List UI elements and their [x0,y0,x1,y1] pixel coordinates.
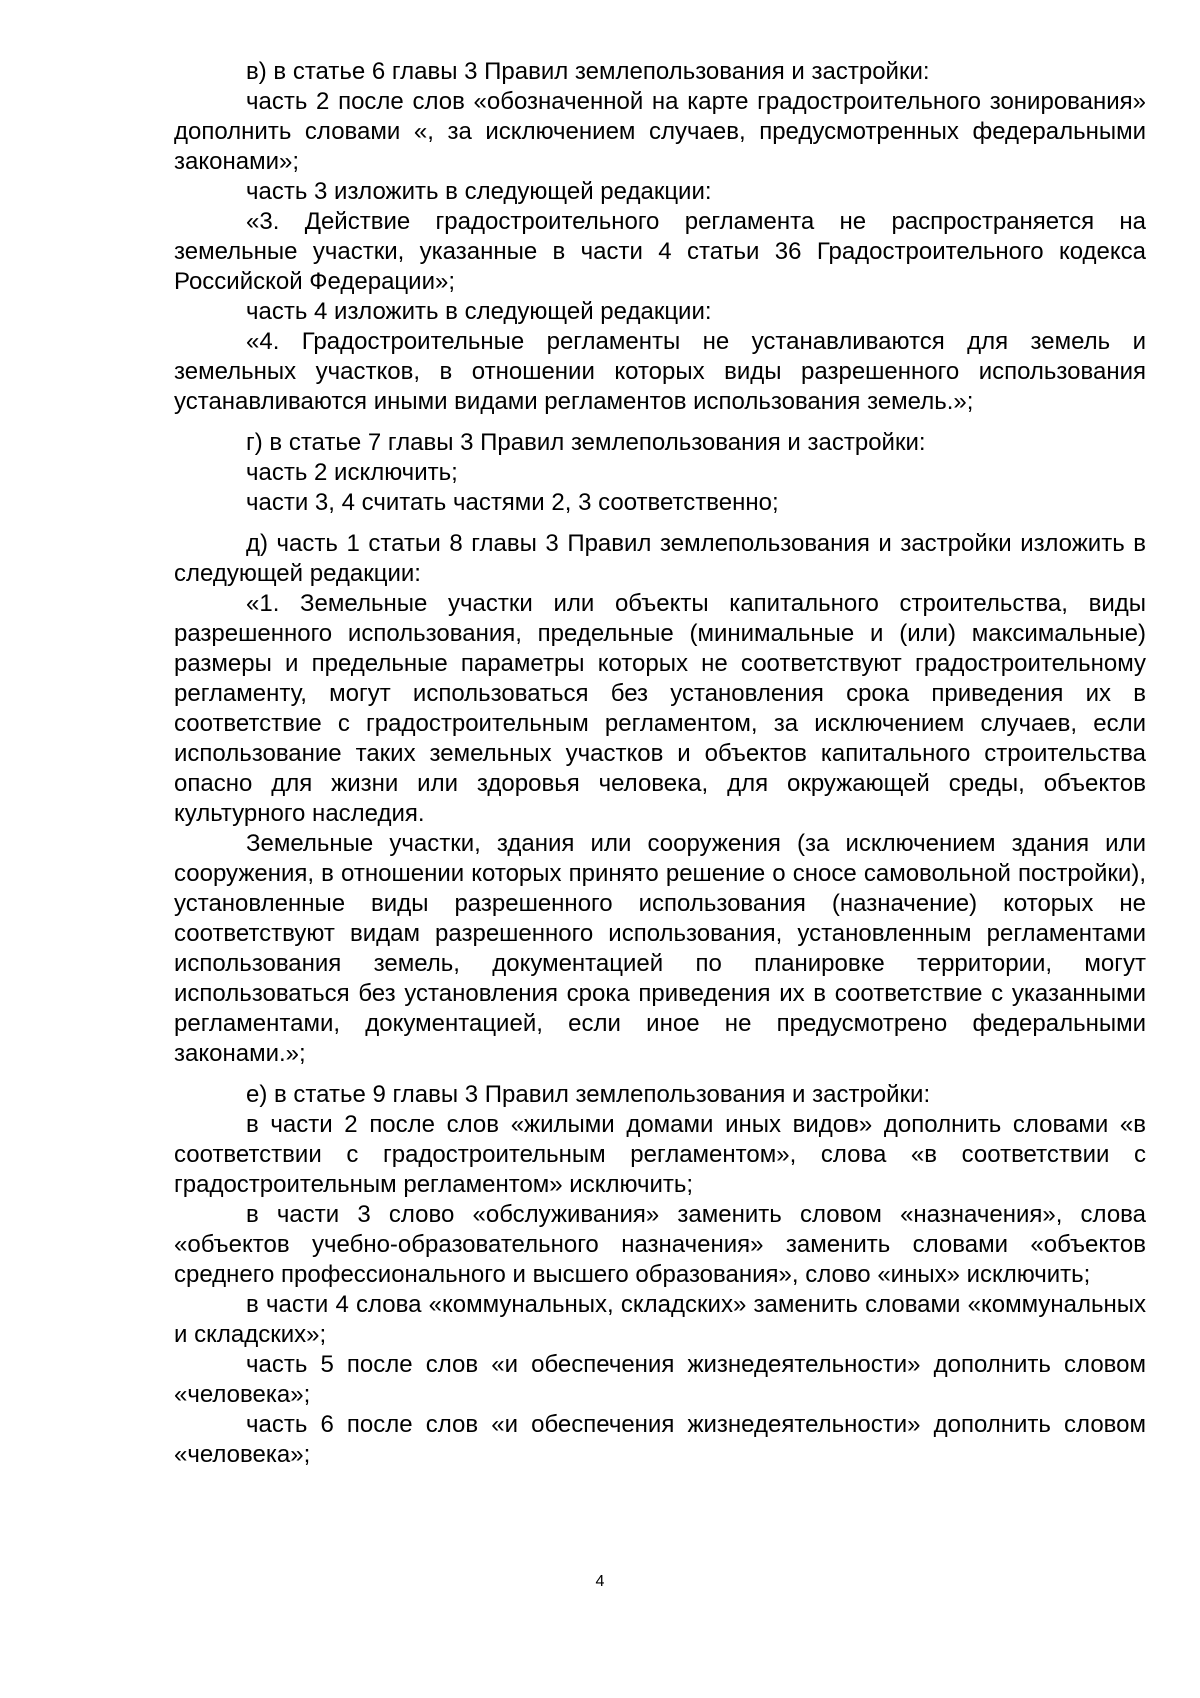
paragraph-article7-renumber: части 3, 4 считать частями 2, 3 соответственно; [246,489,779,516]
paragraph-article9-part6: часть 6 после слов «и обеспечения жизнедеятельности» дополнить словом «человека»; [174,1411,1146,1468]
paragraph-article6-part3-text: «3. Действие градостроительного регламента не распространяется на земельные участки, указанные в части 4 статьи 36 Градостроительного кодекса Российской Федерации»; [174,208,1146,295]
paragraph-article8-heading: д) часть 1 статьи 8 главы 3 Правил землепользования и застройки изложить в следующей редакции: [174,530,1146,587]
paragraph-article7-part2: часть 2 исключить; [246,459,458,486]
paragraph-article8-part1-continued: Земельные участки, здания или сооружения (за исключением здания или сооружения, в отношении которых принято решение о сносе самовольной постройки), установленные виды разрешенного использования (назначение) которых не соответствуют видам разрешенного использования, установленным регламентами использования земель, документацией по планировке территории, могут использоваться без установления срока приведения их в соответствие с указанными регламентами, документацией, если иное не предусмотрено федеральными законами.»; [174,830,1146,1067]
paragraph-article6-part3-intro: часть 3 изложить в следующей редакции: [246,178,712,205]
page-number: 4 [595,1573,605,1590]
paragraph-article7-heading: г) в статье 7 главы 3 Правил землепользования и застройки: [246,429,926,456]
paragraph-article6-heading: в) в статье 6 главы 3 Правил землепользования и застройки: [246,58,930,85]
paragraph-article6-part2: часть 2 после слов «обозначенной на карте градостроительного зонирования» дополнить словами «, за исключением случаев, предусмотренных федеральными законами»; [174,88,1146,175]
paragraph-article9-part3: в части 3 слово «обслуживания» заменить словом «назначения», слова «объектов учебно-образовательного назначения» заменить словами «объектов среднего профессионального и высшего образования», слово «иных» исключить; [174,1201,1146,1288]
paragraph-article9-part2: в части 2 после слов «жилыми домами иных видов» дополнить словами «в соответствии с градостроительным регламентом», слова «в соответствии с градостроительным регламентом» исключить; [174,1111,1146,1198]
paragraph-article9-heading: е) в статье 9 главы 3 Правил землепользования и застройки: [246,1081,931,1108]
paragraph-article6-part4-text: «4. Градостроительные регламенты не устанавливаются для земель и земельных участков, в отношении которых виды разрешенного использования устанавливаются иными видами регламентов использования земель.»; [174,328,1146,415]
paragraph-article8-part1-text: «1. Земельные участки или объекты капитального строительства, виды разрешенного использования, предельные (минимальные и (или) максимальные) размеры и предельные параметры которых не соответствуют градостроительному регламенту, могут использоваться без установления срока приведения их в соответствие с градостроительным регламентом, за исключением случаев, если использование таких земельных участков и объектов капитального строительства опасно для жизни или здоровья человека, для окружающей среды, объектов культурного наследия. [174,590,1146,827]
paragraph-article9-part5: часть 5 после слов «и обеспечения жизнедеятельности» дополнить словом «человека»; [174,1351,1146,1408]
paragraph-article9-part4: в части 4 слова «коммунальных, складских» заменить словами «коммунальных и складских»; [174,1291,1146,1348]
document-body [174,57,1146,1470]
paragraph-article6-part4-intro: часть 4 изложить в следующей редакции: [246,298,712,325]
